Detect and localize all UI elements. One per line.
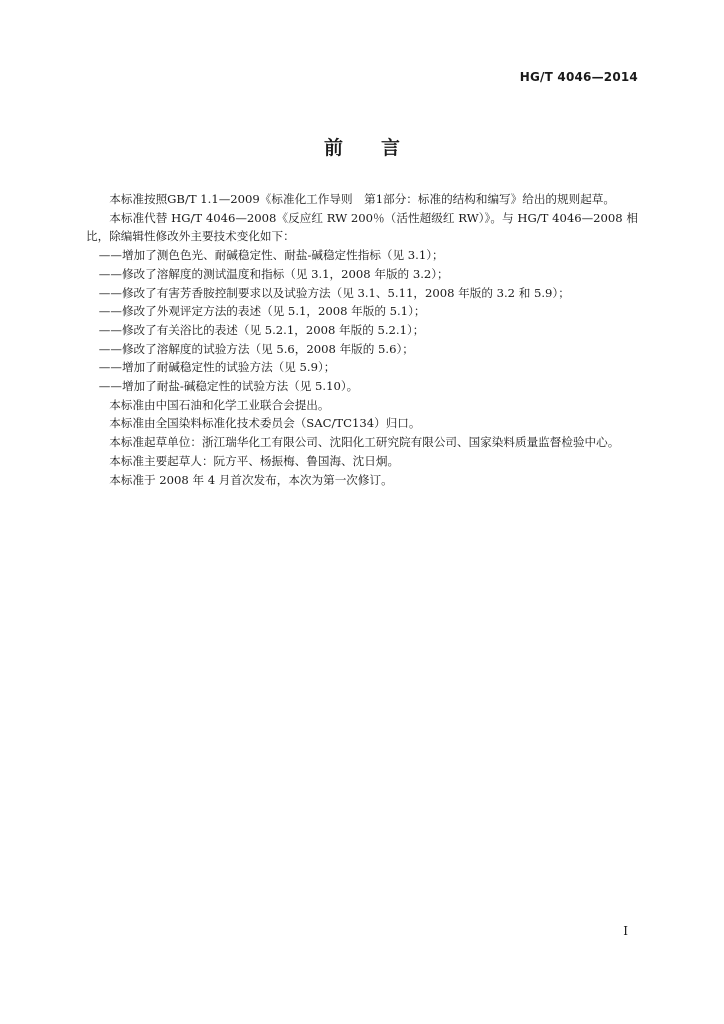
paragraph-managed-by: 本标准由全国染料标准化技术委员会（SAC/TC134）归口。 [109,416,421,431]
change-item: ——增加了测色色光、耐碱稳定性、耐盐-碱稳定性指标（见 3.1）； [98,248,444,263]
paragraph-drafters: 本标准主要起草人：阮方平、杨振梅、鲁国海、沈日炯。 [109,453,400,468]
paragraph-drafting-rules: 本标准按照GB/T 1.1—2009《标准化工作导则 第1部分：标准的结构和编写》给出的规则起草。 [109,192,615,206]
paragraph-drafting-units: 本标准起草单位：浙江瑞华化工有限公司、沈阳化工研究院有限公司、国家染料质量监督检验中心。 [109,435,620,450]
paragraph-replacement: 本标准代替 HG/T 4046—2008《反应红 RW 200％（活性超级红 RW）》。与 HG/T 4046—2008 相比，除编辑性修改外主要技术变化如下： [86,210,638,244]
change-item: ——修改了有害芳香胺控制要求以及试验方法（见 3.1、5.11，2008 年版的 3.2 和 5.9）； [98,285,570,300]
page-title [0,133,724,160]
change-item: ——增加了耐盐-碱稳定性的试验方法（见 5.10）。 [98,379,359,394]
paragraph-history: 本标准于 2008 年 4 月首次发布，本次为第一次修订。 [109,472,393,487]
title-char-1: 前 [323,137,343,159]
change-item: ——增加了耐碱稳定性的试验方法（见 5.9）； [98,360,336,375]
change-item: ——修改了有关浴比的表述（见 5.2.1，2008 年版的 5.2.1）； [98,322,425,337]
page-number: I [623,924,628,938]
change-item: ——修改了溶解度的试验方法（见 5.6，2008 年版的 5.6）； [98,341,414,356]
foreword-body [86,190,638,489]
title-char-2: 言 [381,137,401,159]
paragraph-proposed-by: 本标准由中国石油和化学工业联合会提出。 [109,397,330,412]
change-item: ——修改了溶解度的测试温度和指标（见 3.1，2008 年版的 3.2）； [98,266,449,281]
change-item: ——修改了外观评定方法的表述（见 5.1，2008 年版的 5.1）； [98,304,426,319]
standard-number: HG/T 4046—2014 [519,70,638,84]
